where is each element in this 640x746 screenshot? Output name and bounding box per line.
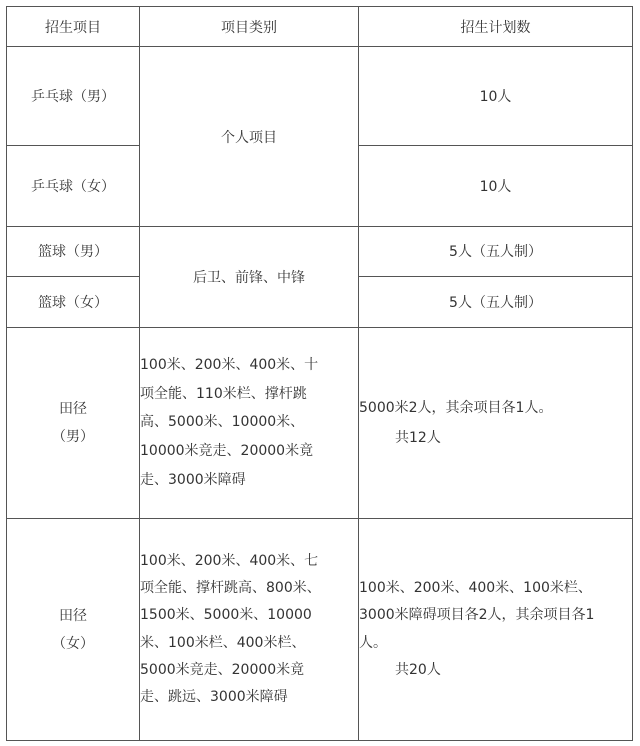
category-line: 5000米竞走、20000米竟 (140, 661, 305, 678)
quota-cell (359, 519, 633, 741)
quota-cell: 10人 (359, 47, 633, 146)
quota-line: 人。 (359, 634, 387, 651)
category-line: 项全能、撑杆跳高、800米、 (140, 580, 321, 597)
header-project-category: 项目类别 (140, 7, 359, 47)
table-row (7, 226, 633, 276)
quota-line: 3000米障碍项目各2人，其余项目各1 (359, 607, 595, 624)
category-line: 1500米、5000米、10000 (140, 607, 312, 624)
project-line: （男） (52, 428, 94, 445)
quota-cell: 10人 (359, 146, 633, 227)
enrollment-plan-table (6, 6, 633, 741)
header-enrollment-quota: 招生计划数 (359, 7, 633, 47)
project-cell: 篮球（女） (7, 277, 140, 327)
quota-line: 100米、200米、400米、100米栏、 (359, 579, 592, 596)
table-row (7, 327, 633, 519)
category-line: 100米、200米、400米、七 (140, 552, 319, 569)
quota-line: 5000米2人，其余项目各1人。 (359, 399, 553, 416)
category-line: 走、3000米障碍 (140, 472, 246, 489)
project-line: 田径 (59, 607, 87, 624)
category-line: 米、100米栏、400米栏、 (140, 634, 306, 651)
project-cell: 篮球（男） (7, 226, 140, 276)
category-cell: 个人项目 (140, 47, 359, 226)
category-line: 10000米竞走、20000米竟 (140, 443, 314, 460)
category-cell (140, 519, 359, 741)
quota-total: 共20人 (395, 662, 441, 679)
quota-cell: 5人（五人制） (359, 226, 633, 276)
category-line: 走、跳远、3000米障碍 (140, 688, 288, 705)
quota-total: 共12人 (395, 429, 441, 446)
quota-cell (359, 327, 633, 519)
project-line: 田径 (59, 400, 87, 417)
project-line: （女） (52, 635, 94, 652)
category-cell: 后卫、前锋、中锋 (140, 226, 359, 327)
project-cell: 乒乓球（女） (7, 146, 140, 227)
category-cell (140, 327, 359, 519)
category-line: 项全能、110米栏、撑杆跳 (140, 385, 307, 402)
project-cell (7, 519, 140, 741)
table-row (7, 47, 633, 146)
project-cell: 乒乓球（男） (7, 47, 140, 146)
category-line: 高、5000米、10000米、 (140, 414, 305, 431)
quota-cell: 5人（五人制） (359, 277, 633, 327)
table-row (7, 519, 633, 741)
project-cell (7, 327, 140, 519)
category-line: 100米、200米、400米、十 (140, 356, 319, 373)
header-enrollment-project: 招生项目 (7, 7, 140, 47)
table-header-row (7, 7, 633, 47)
